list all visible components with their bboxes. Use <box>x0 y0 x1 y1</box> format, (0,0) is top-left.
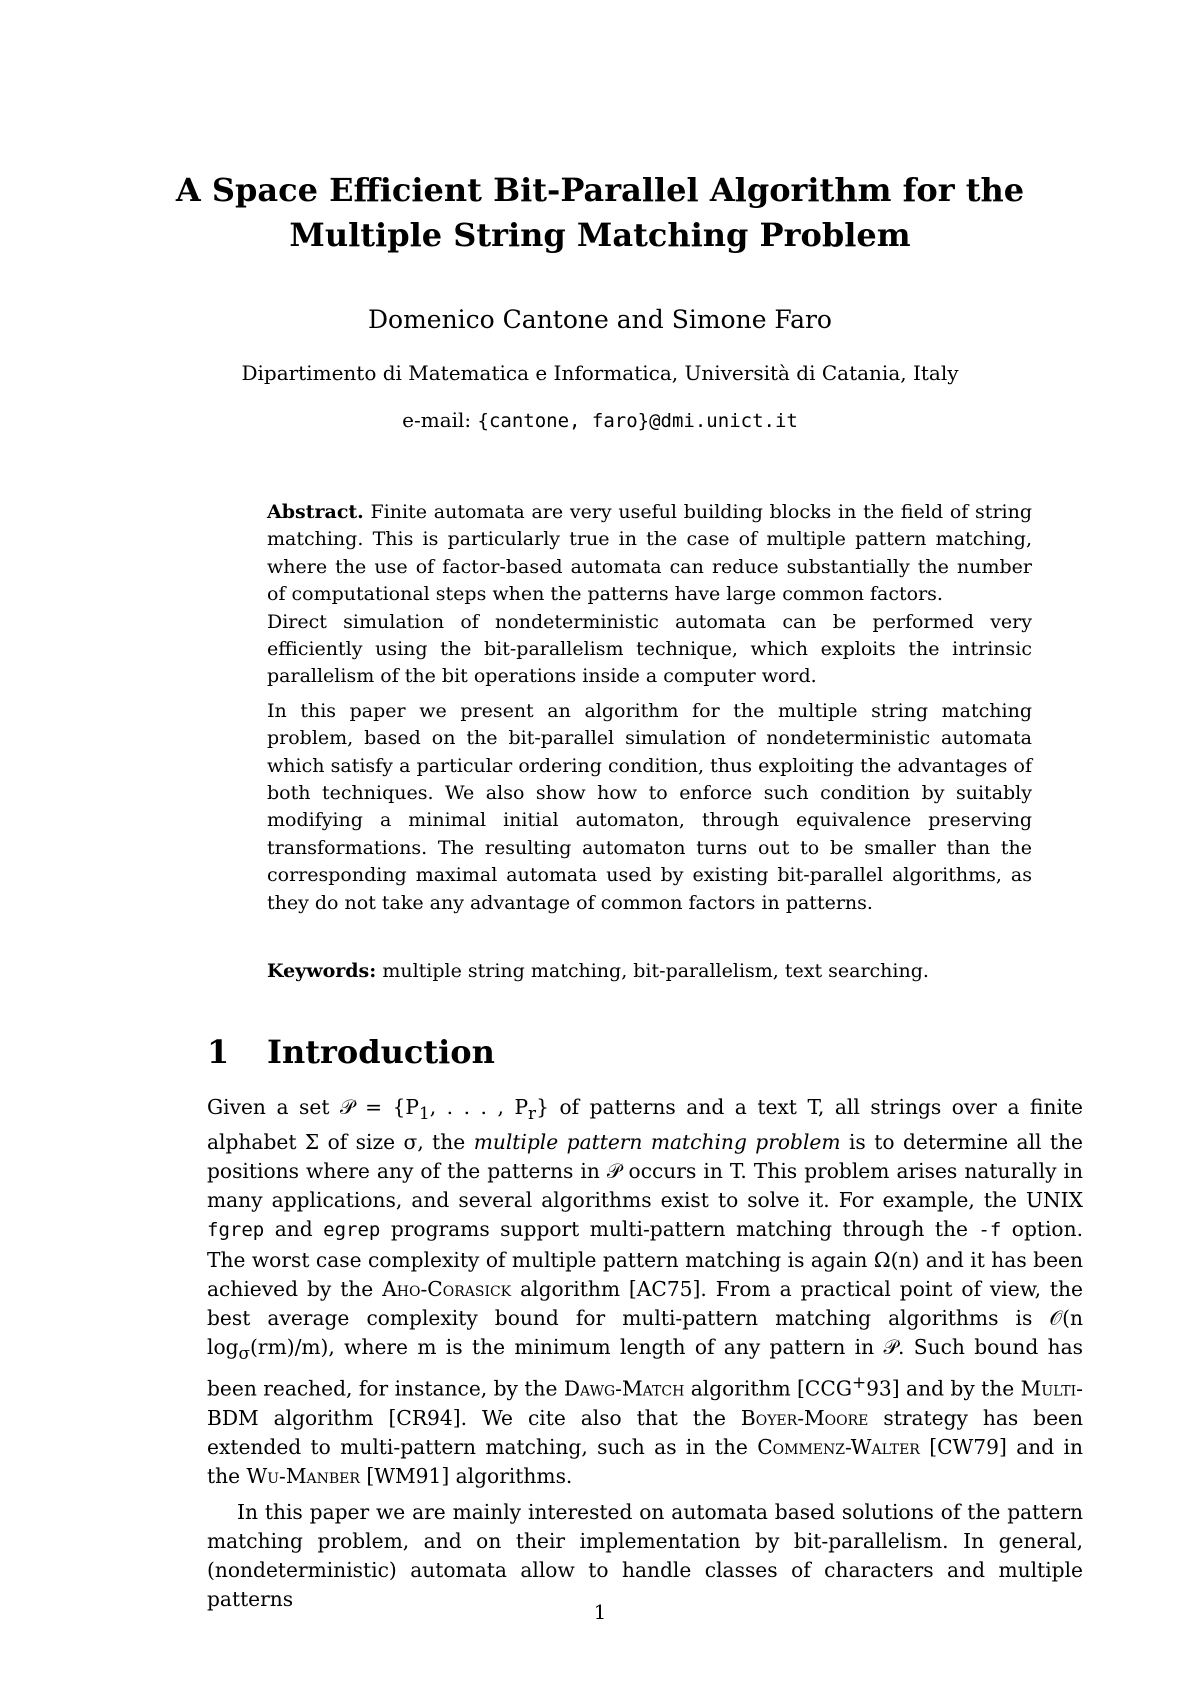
algo-wu-manber: Wu-Manber <box>246 1463 360 1488</box>
abstract-text-1: Finite automata are very useful building blocks in the field of string matching. This is particularly true in the case of multiple pattern matching, where the use of factor-based automata can reduce substantially the number of computational steps when the patterns have large common factors. <box>267 501 1033 606</box>
algo-dawg-match: Dawg-Match <box>563 1376 685 1401</box>
section-title: Introduction <box>267 1033 495 1071</box>
paper-title <box>150 168 1050 258</box>
page-number: 1 <box>593 1600 607 1624</box>
intro-paragraph-1: Given a set 𝒫 = {$P_1$, . . . , $P_r$} of patterns and a text T, all strings over a finite alphabet Σ of size σ, the multiple pattern matching problem is to determine all the positions where any of the patterns in 𝒫 occurs in T. This problem arises naturally in many applications, and several algorithms exist to solve it. For example, the UNIX fgrep and egrep programs support multi-pattern matching through the -f option. The worst case complexity of multiple pattern matching is again Ω(n) and it has been achieved by the Aho-Corasick algorithm [AC75]. From a practical point of view, the best average complexity bound for multi-pattern matching algorithms is 𝒪(n $\log_\sigma(rm)/m$), where m is the minimum length of any pattern in 𝒫. Such bound has been reached, for instance, by the Dawg-Match algorithm [CCG+93] and by the Multi-BDM algorithm [CR94]. We cite also that the Boyer-Moore strategy has been extended to multi-pattern matching, such as in the Commenz-Walter [CW79] and in the Wu-Manber [WM91] algorithms. <box>207 1095 1084 1488</box>
keywords-text: multiple string matching, bit-parallelism, text searching. <box>382 960 929 982</box>
email-address: {cantone, faro}@dmi.unict.it <box>477 410 798 432</box>
email-label: e-mail: <box>402 408 472 432</box>
algo-aho-corasick: Aho-Corasick <box>382 1276 512 1301</box>
keywords-label: Keywords: <box>267 960 377 982</box>
intro-paragraph-2: In this paper we are mainly interested on automata based solutions of the pattern matching problem, and on their implementation by bit-parallelism. In general, (nondeterministic) automata allow to handle classes of characters and multiple patterns <box>207 1500 1083 1612</box>
algo-commenz-walter: Commenz-Walter <box>757 1434 920 1459</box>
section-number: 1 <box>207 1033 230 1071</box>
term-multiple-pattern-matching: multiple pattern matching problem <box>473 1130 841 1155</box>
authors: Domenico Cantone and Simone Faro <box>367 305 832 334</box>
abstract-paragraph-2: Direct simulation of nondeterministic automata can be performed very efficiently using the bit-parallelism technique, which exploits the intrinsic parallelism of the bit operations inside a computer word. <box>267 610 1032 688</box>
algo-multi-bdm: Multi <box>1020 1376 1077 1401</box>
section-heading <box>207 1032 495 1072</box>
abstract-label: Abstract. <box>267 501 364 523</box>
code-fgrep: fgrep <box>207 1219 265 1242</box>
code-egrep: egrep <box>323 1219 381 1242</box>
email-line <box>150 406 1050 435</box>
title-line-1: A Space Efficient Bit-Parallel Algorithm for the <box>175 171 1025 209</box>
algo-boyer-moore: Boyer-Moore <box>740 1405 869 1430</box>
title-line-2: Multiple String Matching Problem <box>289 216 911 254</box>
abstract <box>267 499 1032 917</box>
intro-body <box>207 1093 1083 1614</box>
keywords <box>267 958 1032 985</box>
code-f-option: -f <box>978 1219 1002 1242</box>
abstract-paragraph-3: In this paper we present an algorithm for the multiple string matching problem, based on the bit-parallel simulation of nondeterministic automata which satisfy a particular ordering condition, thus exploiting the advantages of both techniques. We also show how to enforce such condition by suitably modifying a minimal initial automaton, through equivalence preserving transformations. The resulting automaton turns out to be smaller than the corresponding maximal automata used by existing bit-parallel algorithms, as they do not take any advantage of common factors in patterns. <box>267 699 1032 914</box>
abstract-paragraph-1 <box>267 499 1032 609</box>
affiliation: Dipartimento di Matematica e Informatica, Università di Catania, Italy <box>241 361 959 385</box>
